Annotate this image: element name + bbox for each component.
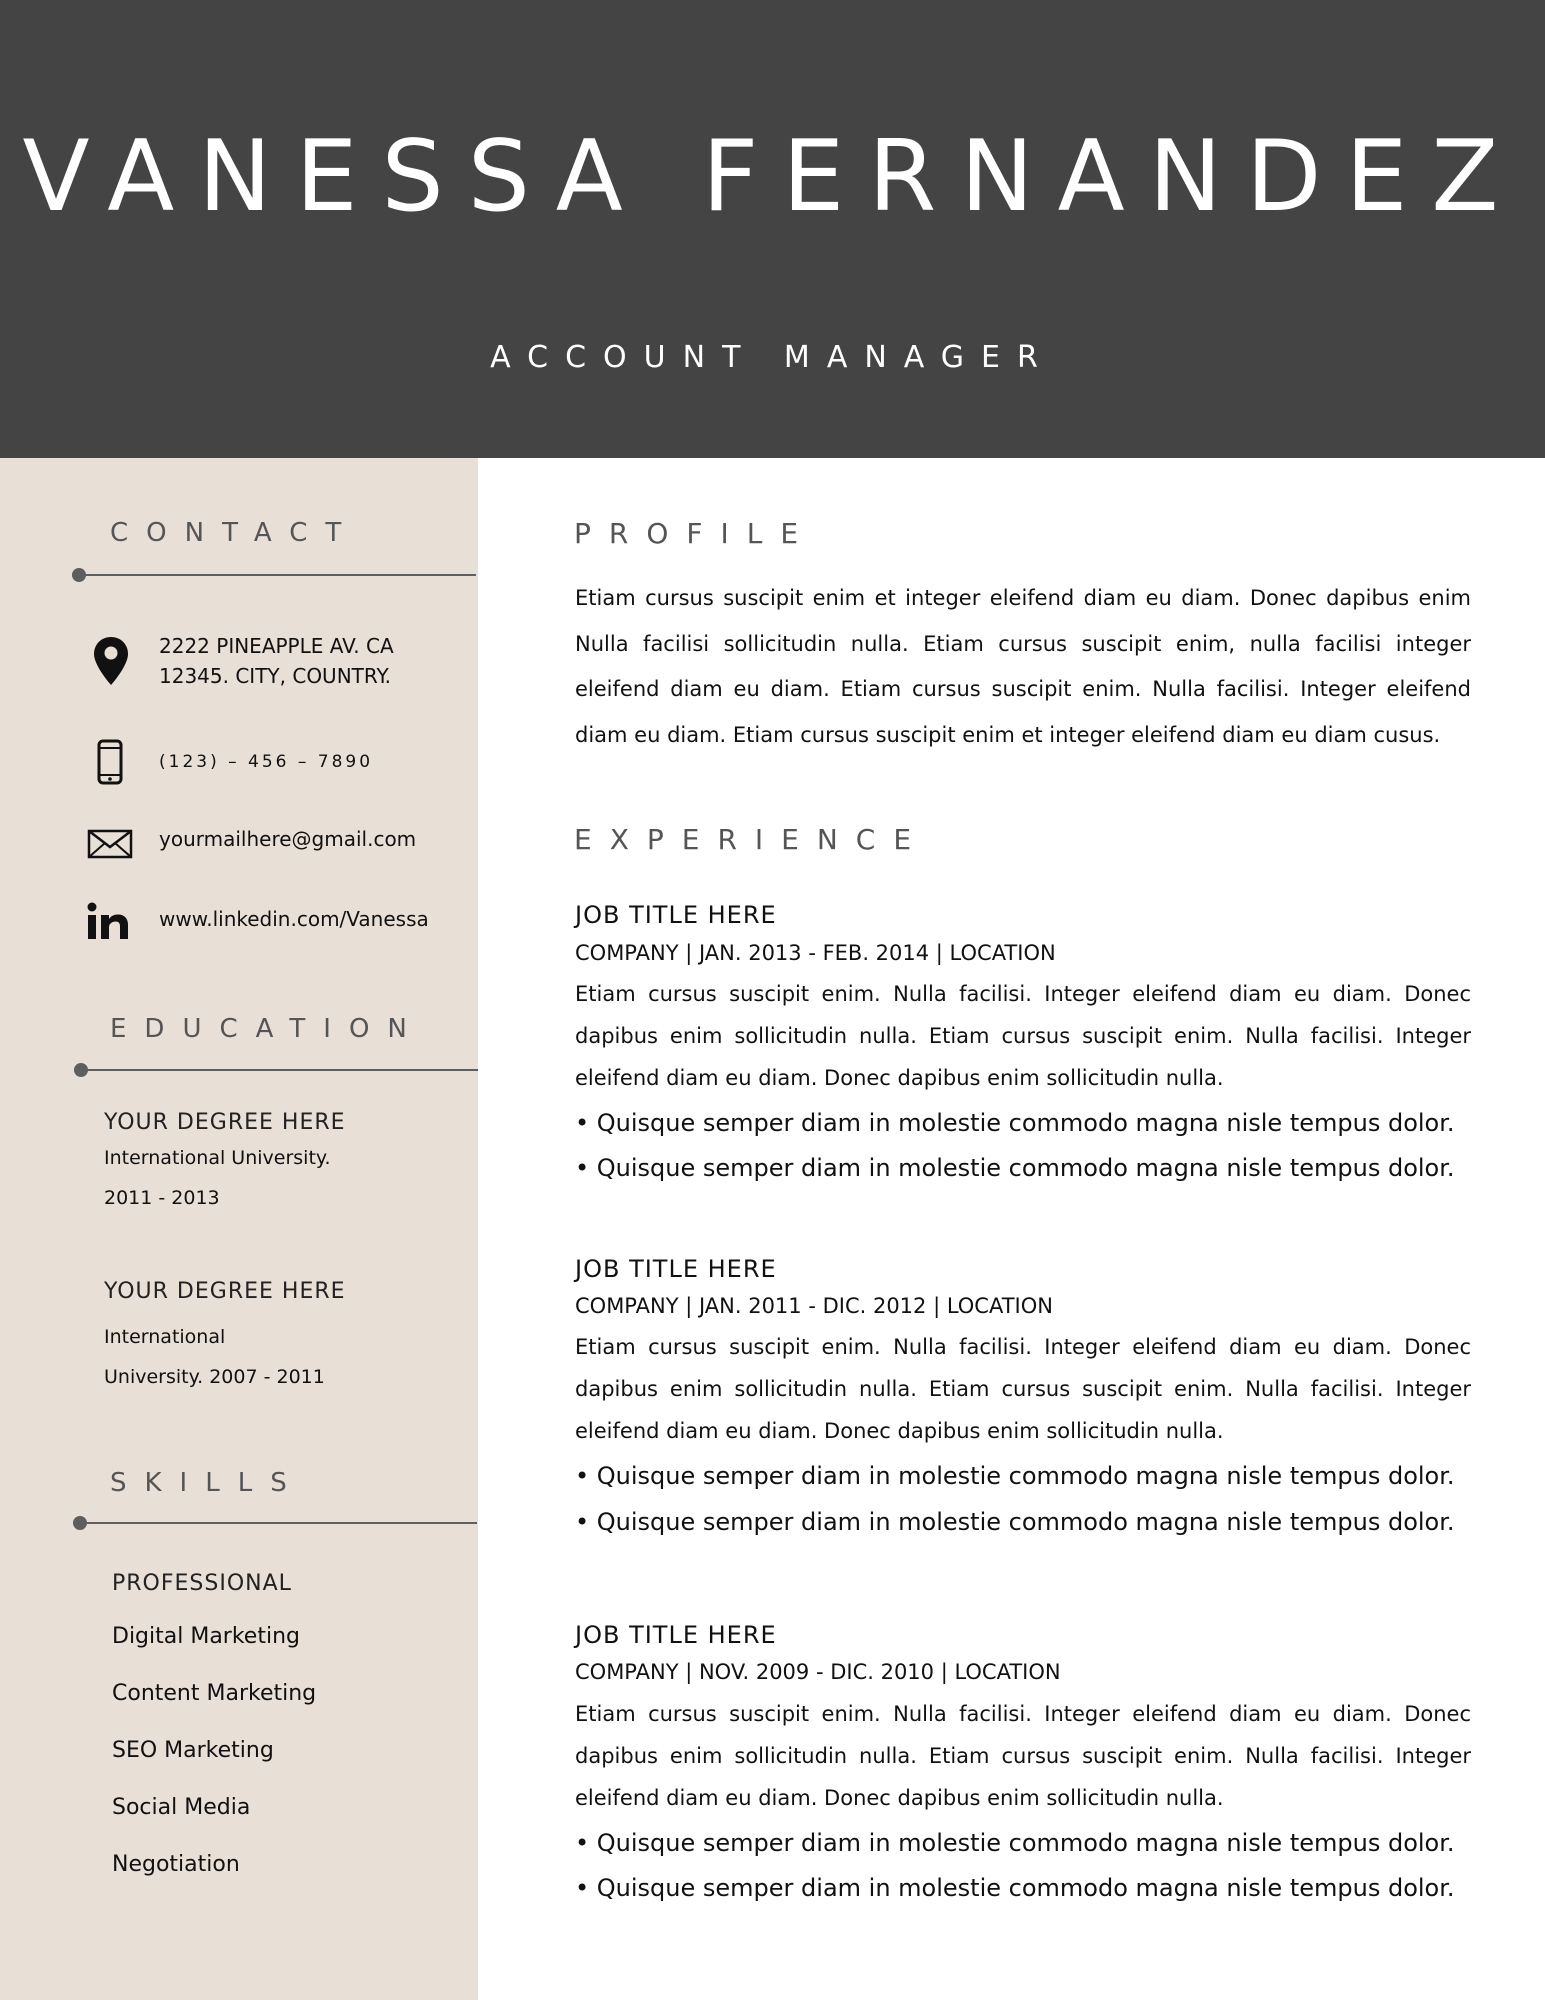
linkedin-url: www.linkedin.com/Vanessa [159, 907, 429, 931]
address-line-2: 12345. CITY, COUNTRY. [159, 664, 392, 688]
job-meta: COMPANY | JAN. 2011 - DIC. 2012 | LOCATION [575, 1294, 1053, 1318]
job-bullet: • Quisque semper diam in molestie commodo magna nisle tempus dolor. [575, 1154, 1455, 1182]
job-description: Etiam cursus suscipit enim. Nulla facilisi. Integer eleifend diam eu diam. Donec dapibus enim sollicitudin nulla. Etiam cursus suscipit enim. Nulla facilisi. Integer eleifend diam eu diam. Donec dapibus enim sollicitudin nulla. [575, 1335, 1471, 1443]
job-bullet: • Quisque semper diam in molestie commodo magna nisle tempus dolor. [575, 1109, 1455, 1137]
job-bullet: • Quisque semper diam in molestie commodo magna nisle tempus dolor. [575, 1829, 1455, 1857]
phone-number: (123) – 456 – 7890 [159, 752, 374, 772]
mail-icon [87, 829, 133, 859]
skill-item: Content Marketing [112, 1681, 317, 1706]
education-section-title: EDUCATION [110, 1014, 425, 1044]
skills-section-title: SKILLS [110, 1468, 305, 1498]
profile-section-title: PROFILE [574, 517, 817, 550]
job-meta: COMPANY | JAN. 2013 - FEB. 2014 | LOCATION [575, 941, 1056, 965]
job-meta: COMPANY | NOV. 2009 - DIC. 2010 | LOCATION [575, 1660, 1061, 1684]
header-banner [0, 0, 1545, 458]
candidate-role: ACCOUNT MANAGER [490, 340, 1055, 375]
degree-title: YOUR DEGREE HERE [104, 1279, 346, 1304]
skills-heading: PROFESSIONAL [112, 1571, 292, 1596]
job-bullet: • Quisque semper diam in molestie commodo magna nisle tempus dolor. [575, 1508, 1455, 1536]
phone-icon [97, 739, 123, 785]
degree-years: University. 2007 - 2011 [104, 1366, 325, 1388]
degree-title: YOUR DEGREE HERE [104, 1110, 346, 1135]
job-bullet: • Quisque semper diam in molestie commodo magna nisle tempus dolor. [575, 1462, 1455, 1490]
skill-item: SEO Marketing [112, 1738, 274, 1763]
skills-rule [81, 1522, 477, 1524]
education-rule [82, 1069, 478, 1071]
skill-item: Social Media [112, 1795, 251, 1820]
candidate-name: VANESSA FERNANDEZ [22, 120, 1523, 234]
job-title: JOB TITLE HERE [575, 1621, 777, 1649]
degree-school: International [104, 1326, 226, 1348]
degree-years: 2011 - 2013 [104, 1187, 220, 1209]
skill-item: Negotiation [112, 1852, 240, 1877]
profile-text: Etiam cursus suscipit enim et integer eleifend diam eu diam. Donec dapibus enim Nulla facilisi sollicitudin nulla. Etiam cursus suscipit enim, nulla facilisi integer eleifend diam eu diam. Etiam cursus suscipit enim. Nulla facilisi. Integer eleifend diam eu diam. Etiam cursus suscipit enim et integer eleifend diam eu diam cusus. [575, 586, 1471, 747]
email-address: yourmailhere@gmail.com [159, 827, 417, 851]
contact-section-title: CONTACT [110, 518, 360, 548]
job-bullet: • Quisque semper diam in molestie commodo magna nisle tempus dolor. [575, 1874, 1455, 1902]
job-description: Etiam cursus suscipit enim. Nulla facilisi. Integer eleifend diam eu diam. Donec dapibus enim sollicitudin nulla. Etiam cursus suscipit enim. Nulla facilisi. Integer eleifend diam eu diam. Donec dapibus enim sollicitudin nulla. [575, 982, 1471, 1090]
skill-item: Digital Marketing [112, 1624, 300, 1649]
linkedin-icon [87, 902, 129, 940]
address-line-1: 2222 PINEAPPLE AV. CA [159, 634, 394, 658]
contact-rule [80, 574, 476, 576]
job-title: JOB TITLE HERE [575, 1255, 777, 1283]
job-title: JOB TITLE HERE [575, 901, 777, 929]
experience-section-title: EXPERIENCE [574, 823, 930, 856]
location-pin-icon [92, 635, 130, 687]
job-description: Etiam cursus suscipit enim. Nulla facilisi. Integer eleifend diam eu diam. Donec dapibus enim sollicitudin nulla. Etiam cursus suscipit enim. Nulla facilisi. Integer eleifend diam eu diam. Donec dapibus enim sollicitudin nulla. [575, 1702, 1471, 1810]
degree-school: International University. [104, 1147, 331, 1169]
